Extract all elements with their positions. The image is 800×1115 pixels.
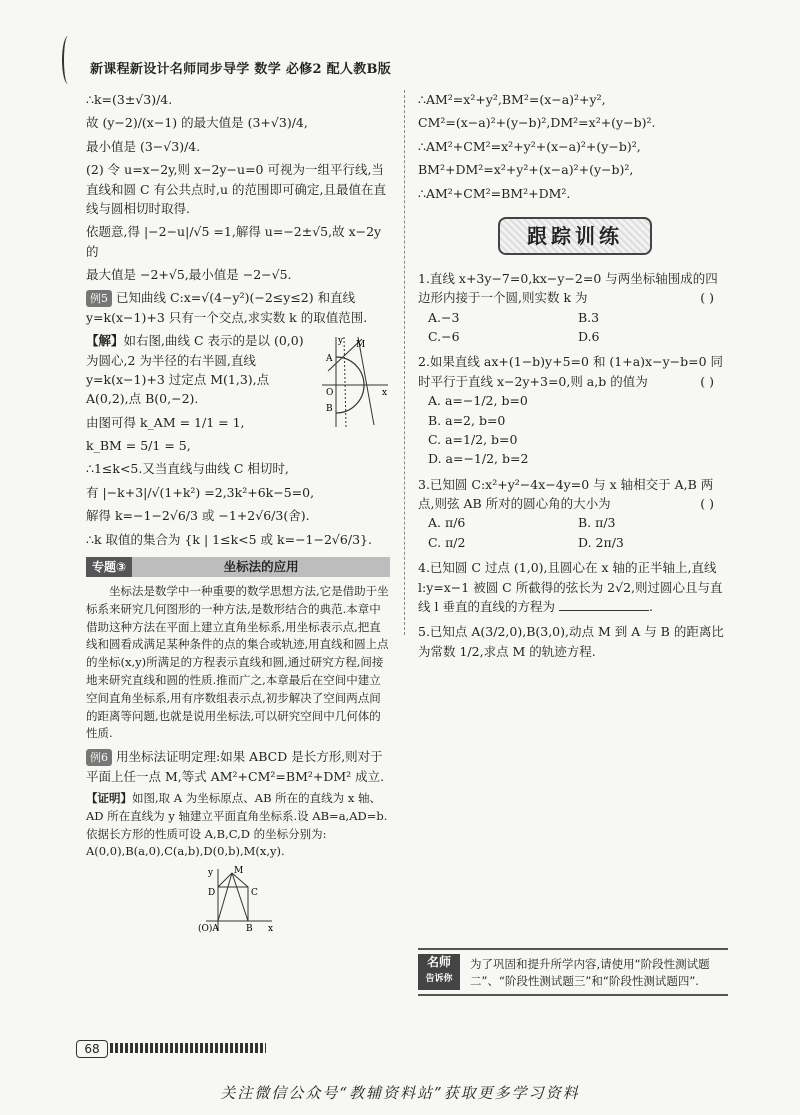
text-line: ∴k 取值的集合为 {k | 1≤k<5 或 k=−1−2√6/3}. — [86, 531, 372, 547]
footer-note: 关注微信公众号“教辅资料站”获取更多学习资料 — [220, 1084, 580, 1102]
question-3 — [418, 475, 724, 553]
text-line: BM²+DM²=x²+y²+(x−a)²+(y−b)², — [418, 162, 634, 178]
question-text: 2.如果直线 ax+(1−b)y+5=0 和 (1+a)x−y−b=0 同时平行于直线 x−2y+3=0,则 a,b 的值为 — [418, 354, 724, 389]
point-a-label: A — [326, 354, 333, 365]
solution-tag: 【解】 — [86, 333, 124, 349]
page-number: 68 — [76, 1040, 108, 1058]
option: D. a=−1/2, b=2 — [428, 451, 529, 467]
question-text: 5.已知点 A(3/2,0),B(3,0),动点 M 到 A 与 B 的距离比为常数 1/2,求点 M 的轨迹方程. — [418, 624, 724, 659]
point-b-label: B — [246, 924, 253, 935]
option: C. π/2 — [428, 534, 466, 550]
column-divider — [404, 90, 406, 635]
practice-banner: 跟踪训练 — [498, 217, 652, 255]
left-column — [86, 90, 390, 935]
header-brace — [62, 36, 74, 84]
answer-blank — [559, 610, 649, 611]
text-line: ∴AM²=x²+y²,BM²=(x−a)²+y², — [418, 92, 606, 107]
figure-half-circle — [318, 333, 390, 429]
question-5 — [418, 622, 724, 661]
option: B.3 — [578, 309, 600, 325]
example-text: 已知曲线 C:x=√(4−y²)(−2≤y≤2) 和直线 y=k(x−1)+3 只有一个交点,求实数 k 的取值范围. — [86, 290, 368, 325]
right-column — [418, 90, 724, 667]
example-text: 用坐标法证明定理:如果 ABCD 是长方形,则对于平面上任一点 M,等式 AM²+CM²=BM²+DM² 成立. — [86, 749, 385, 784]
text-line: 由图可得 k_AM = 1/1 = 1, — [86, 414, 245, 430]
solution-text: 如右图,曲线 C 表示的是以 (0,0) 为圆心,2 为半径的右半圆,直线 y=k(x−1)+3 过定点 M(1,3),点 A(0,2),点 B(0,−2). — [86, 333, 304, 407]
question-1 — [418, 269, 724, 347]
example-5 — [86, 288, 390, 327]
point-a-label: (O)A — [198, 924, 219, 935]
point-m-label: M — [234, 866, 244, 877]
notice-badge — [418, 954, 460, 990]
text-line: 故 (y−2)/(x−1) 的最大值是 (3+√3)/4, — [86, 115, 308, 131]
notice-badge-line: 告诉你 — [425, 974, 453, 984]
teacher-notice — [418, 948, 728, 996]
axis-y-label: y — [338, 336, 344, 347]
option: C.−6 — [428, 329, 460, 344]
point-d-label: D — [208, 888, 216, 899]
proof-text: 如图,取 A 为坐标原点、AB 所在的直线为 x 轴、AD 所在直线为 y 轴建立平面直角坐标系.设 AB=a,AD=b.依据长方形的性质可设 A,B,C,D 的坐标分别为: A(0,0),B(a,0),C(a,b),D(0,b),M(x,y). — [86, 790, 388, 859]
text-line: ∴k=(3±√3)/4. — [86, 92, 173, 107]
text-line: ∴AM²+CM²=BM²+DM². — [418, 185, 571, 201]
section-heading — [86, 557, 390, 577]
decorative-dots — [110, 1043, 266, 1053]
proof-6 — [86, 790, 390, 861]
method-paragraph: 坐标法是数学中一种重要的数学思想方法,它是借助于坐标系来研究几何图形的一种方法,是数形结合的典范.本章中借助这种方法在平面上建立直角坐标系,用坐标表示点,把直线和圆看成满足某种条件的点的集合或轨迹,用直线和圆上点的坐标(x,y)所满足的方程表示直线和圆,通过研究方程,间接地来研究直线和圆的性质.推而广之,本章最后在空间中建立空间直角坐标系,用有序数组表示点,初步解决了空间两点间的距离等问题,也就是说用坐标法,可以研究空间中几何体的性质. — [86, 583, 389, 741]
option: A. a=−1/2, b=0 — [428, 393, 528, 409]
question-4: 4.已知圆 C 过点 (1,0),且圆心在 x 轴的正半轴上,直线 l:y=x−1 被圆 C 所截得的弦长为 2√2,则过圆心且与直线 l 垂直的直线的方程为 . — [418, 560, 723, 614]
example-6 — [86, 747, 390, 786]
text-line: 解得 k=−1−2√6/3 或 −1+2√6/3(舍). — [86, 508, 310, 524]
point-m-label: M — [356, 340, 366, 351]
answer-paren: ( ) — [700, 373, 714, 389]
option: B. π/3 — [578, 515, 616, 531]
question-text: 1.直线 x+3y−7=0,kx−y−2=0 与两坐标轴围成的四边形内接于一个圆,则实数 k 为 — [418, 270, 718, 306]
answer-paren: ( ) — [700, 290, 714, 306]
option: A.−3 — [428, 309, 460, 325]
question-text: 4.已知圆 C 过点 (1,0),且圆心在 x 轴的正半轴上,直线 l:y=x−1 被圆 C 所截得的弦长为 2√2,则过圆心且与直线 l 垂直的直线的方程为 — [418, 560, 723, 614]
options — [418, 391, 724, 469]
text-line: 有 |−k+3|/√(1+k²) =2,3k²+6k−5=0, — [86, 484, 315, 500]
notice-badge-line: 名师 — [426, 955, 451, 969]
example-tag: 例6 — [86, 749, 112, 766]
section-number: 专题③ — [86, 557, 132, 577]
notice-text: 为了巩固和提升所学内容,请使用“阶段性测试题二”、“阶段性测试题三”和“阶段性测试题四”. — [470, 957, 710, 988]
option: C. a=1/2, b=0 — [428, 431, 518, 447]
point-c-label: C — [251, 888, 258, 899]
option: D. 2π/3 — [578, 534, 624, 550]
origin-label: O — [326, 388, 334, 399]
text-line: ∴1≤k<5.又当直线与曲线 C 相切时, — [86, 461, 289, 477]
example-tag: 例5 — [86, 290, 112, 307]
question-text: 3.已知圆 C:x²+y²−4x−4y=0 与 x 轴相交于 A,B 两点,则弦 AB 所对的圆心角的大小为 — [418, 476, 714, 511]
text-line: 依题意,得 |−2−u|/√5 =1,解得 u=−2±√5,故 x−2y 的 — [86, 224, 382, 259]
section-title: 坐标法的应用 — [223, 559, 299, 575]
text-line: ∴AM²+CM²=x²+y²+(x−a)²+(y−b)², — [418, 138, 641, 154]
options — [418, 513, 724, 552]
text-line: CM²=(x−a)²+(y−b)²,DM²=x²+(y−b)². — [418, 115, 656, 131]
page-number-bar — [76, 1040, 266, 1056]
page-header: 新课程新设计名师同步导学 数学 必修2 配人教B版 — [90, 62, 392, 77]
axis-y-label: y — [208, 868, 214, 879]
options — [418, 308, 724, 347]
text-line: 最小值是 (3−√3)/4. — [86, 138, 201, 154]
axis-x-label: x — [268, 924, 274, 935]
option: D.6 — [578, 329, 600, 344]
text-line: 最大值是 −2+√5,最小值是 −2−√5. — [86, 267, 292, 282]
text-line: k_BM = 5/1 = 5, — [86, 438, 191, 453]
option: A. π/6 — [428, 515, 466, 531]
option: B. a=2, b=0 — [428, 412, 506, 428]
answer-paren: ( ) — [700, 496, 714, 511]
text-paragraph: (2) 令 u=x−2y,则 x−2y−u=0 可视为一组平行线,当直线和圆 C 有公共点时,u 的范围即可确定,且最值在直线与圆相切时取得. — [86, 162, 386, 216]
figure-rectangle — [196, 865, 276, 935]
point-b-label: B — [326, 404, 333, 415]
proof-tag: 【证明】 — [86, 790, 132, 805]
axis-x-label: x — [382, 388, 388, 399]
question-2 — [418, 352, 724, 468]
